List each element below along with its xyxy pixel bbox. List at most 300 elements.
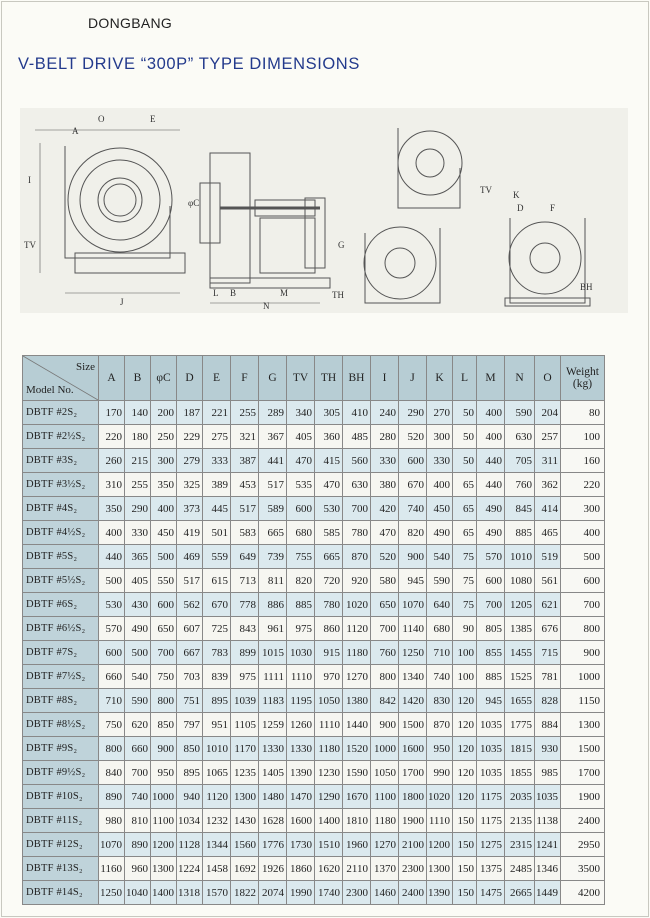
dimension-cell: 1010 bbox=[505, 545, 535, 569]
dimension-cell: 1855 bbox=[505, 761, 535, 785]
dimension-cell: 2110 bbox=[343, 857, 371, 881]
dimension-cell: 860 bbox=[315, 617, 343, 641]
dimension-cell: 321 bbox=[231, 425, 259, 449]
dimension-cell: 215 bbox=[125, 449, 151, 473]
label-o: O bbox=[98, 114, 105, 124]
table-row bbox=[23, 497, 605, 521]
dimension-cell: 700 bbox=[477, 593, 505, 617]
dimension-cell: 900 bbox=[399, 545, 427, 569]
dimension-cell: 1400 bbox=[151, 881, 177, 905]
dimension-cell: 740 bbox=[427, 665, 453, 689]
model-cell: DBTF #13S₂ bbox=[23, 857, 99, 881]
table-row bbox=[23, 857, 605, 881]
dimension-cell: 2035 bbox=[505, 785, 535, 809]
dimension-cell: 330 bbox=[427, 449, 453, 473]
dimension-cell: 1241 bbox=[535, 833, 561, 857]
dimension-cell: 220 bbox=[99, 425, 125, 449]
dimension-cell: 670 bbox=[203, 593, 231, 617]
dimension-cell: 500 bbox=[151, 545, 177, 569]
model-cell: DBTF #7½S₂ bbox=[23, 665, 99, 689]
table-body bbox=[23, 401, 605, 905]
weight-cell: 600 bbox=[561, 569, 605, 593]
dimension-cell: 65 bbox=[453, 497, 477, 521]
dimension-cell: 750 bbox=[151, 665, 177, 689]
dimension-cell: 519 bbox=[535, 545, 561, 569]
dimension-cell: 229 bbox=[177, 425, 203, 449]
table-row bbox=[23, 809, 605, 833]
dimension-cell: 415 bbox=[315, 449, 343, 473]
dimension-cell: 1500 bbox=[399, 713, 427, 737]
dimension-cell: 665 bbox=[259, 521, 287, 545]
dimension-cell: 945 bbox=[477, 689, 505, 713]
dimension-cell: 453 bbox=[231, 473, 259, 497]
dimension-cell: 2135 bbox=[505, 809, 535, 833]
table-row bbox=[23, 785, 605, 809]
dimension-cell: 640 bbox=[427, 593, 453, 617]
dimension-cell: 275 bbox=[203, 425, 231, 449]
dimension-cell: 1200 bbox=[427, 833, 453, 857]
table-row bbox=[23, 713, 605, 737]
dimension-cell: 570 bbox=[477, 545, 505, 569]
weight-header bbox=[561, 356, 605, 401]
model-cell: DBTF #11S₂ bbox=[23, 809, 99, 833]
col-header: A bbox=[99, 356, 125, 401]
dimension-cell: 1270 bbox=[371, 833, 399, 857]
dimension-cell: 2100 bbox=[399, 833, 427, 857]
dimension-cell: 469 bbox=[177, 545, 203, 569]
dimension-cell: 680 bbox=[427, 617, 453, 641]
dimension-cell: 1405 bbox=[259, 761, 287, 785]
weight-cell: 2950 bbox=[561, 833, 605, 857]
dimension-cell: 440 bbox=[477, 449, 505, 473]
dimension-cell: 650 bbox=[151, 617, 177, 641]
dimension-cell: 365 bbox=[125, 545, 151, 569]
table-row bbox=[23, 641, 605, 665]
table-row bbox=[23, 833, 605, 857]
dimension-cell: 405 bbox=[125, 569, 151, 593]
dimension-cell: 884 bbox=[535, 713, 561, 737]
dimension-cell: 1620 bbox=[315, 857, 343, 881]
dimension-cell: 975 bbox=[287, 617, 315, 641]
dimension-cell: 560 bbox=[343, 449, 371, 473]
label-phi-c: φC bbox=[188, 198, 200, 208]
dimension-cell: 1628 bbox=[259, 809, 287, 833]
dimension-cell: 700 bbox=[371, 617, 399, 641]
dimension-cell: 710 bbox=[427, 641, 453, 665]
dimension-cell: 400 bbox=[427, 473, 453, 497]
dimension-cell: 870 bbox=[427, 713, 453, 737]
dimension-cell: 2300 bbox=[399, 857, 427, 881]
dimension-cell: 1960 bbox=[343, 833, 371, 857]
label-g: G bbox=[338, 240, 345, 250]
dimension-cell: 739 bbox=[259, 545, 287, 569]
dimension-cell: 120 bbox=[453, 785, 477, 809]
dimension-cell: 899 bbox=[231, 641, 259, 665]
dimension-cell: 1330 bbox=[287, 737, 315, 761]
weight-cell: 1000 bbox=[561, 665, 605, 689]
dimension-cell: 289 bbox=[259, 401, 287, 425]
dimension-cell: 430 bbox=[125, 593, 151, 617]
dimension-cell: 1175 bbox=[477, 809, 505, 833]
dimension-cell: 501 bbox=[203, 521, 231, 545]
dimension-cell: 1510 bbox=[315, 833, 343, 857]
dimension-cell: 1600 bbox=[399, 737, 427, 761]
dimension-cell: 660 bbox=[125, 737, 151, 761]
dimension-cell: 540 bbox=[427, 545, 453, 569]
label-tv-2: TV bbox=[480, 185, 492, 195]
dimension-cell: 810 bbox=[125, 809, 151, 833]
weight-cell: 700 bbox=[561, 593, 605, 617]
dimension-cell: 590 bbox=[125, 689, 151, 713]
table-row bbox=[23, 545, 605, 569]
dimension-cell: 221 bbox=[203, 401, 231, 425]
model-cell: DBTF #3S₂ bbox=[23, 449, 99, 473]
dimension-cell: 1420 bbox=[399, 689, 427, 713]
dimension-cell: 1035 bbox=[477, 761, 505, 785]
dimension-cell: 895 bbox=[177, 761, 203, 785]
dimension-cell: 380 bbox=[371, 473, 399, 497]
dimension-cell: 170 bbox=[99, 401, 125, 425]
dimension-cell: 1455 bbox=[505, 641, 535, 665]
dimension-cell: 805 bbox=[477, 617, 505, 641]
dimension-cell: 1010 bbox=[203, 737, 231, 761]
weight-cell: 800 bbox=[561, 617, 605, 641]
dimension-cell: 387 bbox=[231, 449, 259, 473]
label-k: K bbox=[513, 190, 520, 200]
dimension-cell: 1692 bbox=[231, 857, 259, 881]
dimension-cell: 855 bbox=[477, 641, 505, 665]
model-cell: DBTF #3½S₂ bbox=[23, 473, 99, 497]
dimension-cell: 700 bbox=[343, 497, 371, 521]
dimension-cell: 1344 bbox=[203, 833, 231, 857]
col-header: G bbox=[259, 356, 287, 401]
dimension-cell: 90 bbox=[453, 617, 477, 641]
col-header: BH bbox=[343, 356, 371, 401]
dimension-cell: 985 bbox=[535, 761, 561, 785]
model-cell: DBTF #6S₂ bbox=[23, 593, 99, 617]
label-e: E bbox=[150, 114, 156, 124]
dimension-cell: 1520 bbox=[343, 737, 371, 761]
dimension-cell: 1775 bbox=[505, 713, 535, 737]
dimension-cell: 562 bbox=[177, 593, 203, 617]
dimension-cell: 1040 bbox=[125, 881, 151, 905]
dimension-cell: 600 bbox=[99, 641, 125, 665]
dimension-cell: 279 bbox=[177, 449, 203, 473]
dimension-cell: 1100 bbox=[151, 809, 177, 833]
dimension-cell: 990 bbox=[427, 761, 453, 785]
table-row bbox=[23, 449, 605, 473]
dimension-cell: 1035 bbox=[477, 713, 505, 737]
dimension-cell: 120 bbox=[453, 689, 477, 713]
dimension-cell: 970 bbox=[315, 665, 343, 689]
model-cell: DBTF #5½S₂ bbox=[23, 569, 99, 593]
dimension-cell: 1776 bbox=[259, 833, 287, 857]
dimension-cell: 445 bbox=[203, 497, 231, 521]
dimension-cell: 1275 bbox=[477, 833, 505, 857]
dimension-cell: 350 bbox=[151, 473, 177, 497]
dimension-cell: 580 bbox=[371, 569, 399, 593]
dimension-cell: 414 bbox=[535, 497, 561, 521]
dimension-cell: 75 bbox=[453, 593, 477, 617]
dimension-cell: 1822 bbox=[231, 881, 259, 905]
dimension-cell: 843 bbox=[231, 617, 259, 641]
dimension-cell: 715 bbox=[535, 641, 561, 665]
dimension-cell: 550 bbox=[151, 569, 177, 593]
dimension-cell: 1926 bbox=[259, 857, 287, 881]
dimension-cell: 100 bbox=[453, 641, 477, 665]
dimension-cell: 500 bbox=[99, 569, 125, 593]
dimension-cell: 961 bbox=[259, 617, 287, 641]
dimension-cell: 649 bbox=[231, 545, 259, 569]
model-cell: DBTF #8S₂ bbox=[23, 689, 99, 713]
dimension-cell: 1318 bbox=[177, 881, 203, 905]
dimension-cell: 140 bbox=[125, 401, 151, 425]
dimension-cell: 1260 bbox=[287, 713, 315, 737]
dimension-cell: 676 bbox=[535, 617, 561, 641]
dimension-cell: 1035 bbox=[535, 785, 561, 809]
dimension-cell: 600 bbox=[399, 449, 427, 473]
dimension-cell: 1235 bbox=[231, 761, 259, 785]
dimension-cell: 980 bbox=[99, 809, 125, 833]
dimension-cell: 1250 bbox=[99, 881, 125, 905]
dimension-cell: 751 bbox=[177, 689, 203, 713]
dimension-cell: 607 bbox=[177, 617, 203, 641]
model-cell: DBTF #4S₂ bbox=[23, 497, 99, 521]
dimension-cell: 257 bbox=[535, 425, 561, 449]
weight-cell: 1300 bbox=[561, 713, 605, 737]
dimension-cell: 1600 bbox=[287, 809, 315, 833]
table-row bbox=[23, 617, 605, 641]
dimension-cell: 400 bbox=[477, 425, 505, 449]
dimension-cell: 1810 bbox=[343, 809, 371, 833]
dimension-cell: 590 bbox=[427, 569, 453, 593]
dimension-cell: 1700 bbox=[399, 761, 427, 785]
table-header-row bbox=[23, 356, 605, 401]
dimension-cell: 2315 bbox=[505, 833, 535, 857]
dimension-cell: 240 bbox=[371, 401, 399, 425]
dimension-cell: 440 bbox=[99, 545, 125, 569]
dimension-cell: 419 bbox=[177, 521, 203, 545]
dimension-cell: 1020 bbox=[343, 593, 371, 617]
dimension-cell: 1480 bbox=[259, 785, 287, 809]
label-bh: BH bbox=[580, 282, 593, 292]
dimension-cell: 1030 bbox=[287, 641, 315, 665]
dimension-cell: 850 bbox=[177, 737, 203, 761]
dimension-cell: 373 bbox=[177, 497, 203, 521]
dimension-cell: 1458 bbox=[203, 857, 231, 881]
dimension-cell: 561 bbox=[535, 569, 561, 593]
dimension-cell: 200 bbox=[151, 401, 177, 425]
dimension-cell: 890 bbox=[125, 833, 151, 857]
model-cell: DBTF #8½S₂ bbox=[23, 713, 99, 737]
dimension-cell: 1015 bbox=[259, 641, 287, 665]
dimension-cell: 1860 bbox=[287, 857, 315, 881]
dimension-cell: 535 bbox=[287, 473, 315, 497]
dimension-cell: 1050 bbox=[371, 761, 399, 785]
dimension-cell: 530 bbox=[315, 497, 343, 521]
dimension-cell: 1300 bbox=[427, 857, 453, 881]
col-header: I bbox=[371, 356, 399, 401]
dimension-cell: 1385 bbox=[505, 617, 535, 641]
dimension-cell: 713 bbox=[231, 569, 259, 593]
weight-cell: 80 bbox=[561, 401, 605, 425]
dimension-cell: 750 bbox=[99, 713, 125, 737]
dimension-cell: 842 bbox=[371, 689, 399, 713]
col-header: O bbox=[535, 356, 561, 401]
dimension-cell: 667 bbox=[177, 641, 203, 665]
dimension-cell: 1034 bbox=[177, 809, 203, 833]
page-title: V-BELT DRIVE “300P” TYPE DIMENSIONS bbox=[18, 55, 360, 73]
label-i: I bbox=[28, 175, 31, 185]
dimension-cell: 1080 bbox=[505, 569, 535, 593]
dimension-cell: 1232 bbox=[203, 809, 231, 833]
dimension-cell: 885 bbox=[505, 521, 535, 545]
dimension-cell: 700 bbox=[125, 761, 151, 785]
dimension-cell: 1180 bbox=[343, 641, 371, 665]
dimension-cell: 1815 bbox=[505, 737, 535, 761]
dimension-cell: 559 bbox=[203, 545, 231, 569]
dimension-cell: 440 bbox=[477, 473, 505, 497]
dimension-cell: 700 bbox=[151, 641, 177, 665]
dimension-cell: 120 bbox=[453, 761, 477, 785]
dimension-cell: 1039 bbox=[231, 689, 259, 713]
dimension-cell: 405 bbox=[287, 425, 315, 449]
weight-cell: 300 bbox=[561, 497, 605, 521]
dimension-cell: 311 bbox=[535, 449, 561, 473]
model-cell: DBTF #9½S₂ bbox=[23, 761, 99, 785]
dimension-cell: 665 bbox=[315, 545, 343, 569]
dimension-cell: 300 bbox=[151, 449, 177, 473]
dimension-cell: 2400 bbox=[399, 881, 427, 905]
dimension-cell: 389 bbox=[203, 473, 231, 497]
dimension-cell: 1180 bbox=[371, 809, 399, 833]
dimension-cell: 600 bbox=[287, 497, 315, 521]
dimension-cell: 1460 bbox=[371, 881, 399, 905]
dimension-cell: 1070 bbox=[399, 593, 427, 617]
dimension-cell: 705 bbox=[505, 449, 535, 473]
dimension-cell: 1110 bbox=[315, 713, 343, 737]
dimension-cell: 870 bbox=[343, 545, 371, 569]
dimension-cell: 2665 bbox=[505, 881, 535, 905]
dimension-cell: 583 bbox=[231, 521, 259, 545]
dimension-cell: 1375 bbox=[477, 857, 505, 881]
dimension-cell: 1195 bbox=[287, 689, 315, 713]
dimension-cell: 740 bbox=[125, 785, 151, 809]
dimension-cell: 310 bbox=[99, 473, 125, 497]
dimension-cell: 811 bbox=[259, 569, 287, 593]
dimension-cell: 520 bbox=[399, 425, 427, 449]
dimension-cell: 1000 bbox=[151, 785, 177, 809]
dimension-cell: 900 bbox=[371, 713, 399, 737]
dimension-cell: 305 bbox=[315, 401, 343, 425]
label-f: F bbox=[550, 203, 556, 213]
model-cell: DBTF #9S₂ bbox=[23, 737, 99, 761]
dimension-cell: 50 bbox=[453, 425, 477, 449]
model-cell: DBTF #5S₂ bbox=[23, 545, 99, 569]
dimension-cell: 1180 bbox=[315, 737, 343, 761]
dimension-cell: 517 bbox=[259, 473, 287, 497]
dimension-cell: 1205 bbox=[505, 593, 535, 617]
model-cell: DBTF #2½S₂ bbox=[23, 425, 99, 449]
dimension-cell: 465 bbox=[535, 521, 561, 545]
dimension-cell: 1670 bbox=[343, 785, 371, 809]
model-cell: DBTF #2S₂ bbox=[23, 401, 99, 425]
label-tv: TV bbox=[24, 240, 36, 250]
dimension-cell: 1120 bbox=[343, 617, 371, 641]
dimension-cell: 120 bbox=[453, 713, 477, 737]
table-row bbox=[23, 425, 605, 449]
dimension-cell: 828 bbox=[535, 689, 561, 713]
dimension-cell: 150 bbox=[453, 857, 477, 881]
dimension-cell: 885 bbox=[287, 593, 315, 617]
dimension-cell: 325 bbox=[177, 473, 203, 497]
dimension-cell: 797 bbox=[177, 713, 203, 737]
table-row bbox=[23, 881, 605, 905]
weight-cell: 100 bbox=[561, 425, 605, 449]
dimension-cell: 783 bbox=[203, 641, 231, 665]
dimension-cell: 290 bbox=[399, 401, 427, 425]
col-header: F bbox=[231, 356, 259, 401]
dimension-cell: 1560 bbox=[231, 833, 259, 857]
dimension-cell: 520 bbox=[371, 545, 399, 569]
dimension-cell: 2485 bbox=[505, 857, 535, 881]
dimension-cell: 830 bbox=[427, 689, 453, 713]
dimension-cell: 470 bbox=[287, 449, 315, 473]
dimension-cell: 75 bbox=[453, 569, 477, 593]
col-header: TV bbox=[287, 356, 315, 401]
dimension-cell: 1160 bbox=[99, 857, 125, 881]
dimension-cell: 1470 bbox=[287, 785, 315, 809]
dimension-cell: 585 bbox=[315, 521, 343, 545]
dimension-cell: 120 bbox=[453, 737, 477, 761]
dimension-cell: 1730 bbox=[287, 833, 315, 857]
dimension-cell: 1200 bbox=[151, 833, 177, 857]
weight-cell: 1900 bbox=[561, 785, 605, 809]
dimension-cell: 800 bbox=[151, 689, 177, 713]
dimension-cell: 255 bbox=[231, 401, 259, 425]
table-row bbox=[23, 401, 605, 425]
dimension-cell: 75 bbox=[453, 545, 477, 569]
corner-cell bbox=[23, 356, 99, 401]
dimension-cell: 1655 bbox=[505, 689, 535, 713]
dimension-cell: 441 bbox=[259, 449, 287, 473]
dimension-cell: 1800 bbox=[399, 785, 427, 809]
weight-cell: 2400 bbox=[561, 809, 605, 833]
dimension-cell: 1990 bbox=[287, 881, 315, 905]
dimension-cell: 778 bbox=[231, 593, 259, 617]
dimension-cell: 1525 bbox=[505, 665, 535, 689]
dimension-cell: 1300 bbox=[231, 785, 259, 809]
dimension-cell: 940 bbox=[177, 785, 203, 809]
dimension-cell: 590 bbox=[505, 401, 535, 425]
dimension-cell: 820 bbox=[399, 521, 427, 545]
dimension-cell: 1440 bbox=[343, 713, 371, 737]
weight-cell: 220 bbox=[561, 473, 605, 497]
col-header: E bbox=[203, 356, 231, 401]
dimension-cell: 850 bbox=[151, 713, 177, 737]
dimension-cell: 420 bbox=[371, 497, 399, 521]
label-th: TH bbox=[332, 290, 344, 300]
dimension-cell: 1224 bbox=[177, 857, 203, 881]
dimension-cell: 490 bbox=[477, 497, 505, 521]
table-row bbox=[23, 761, 605, 785]
table-row bbox=[23, 737, 605, 761]
dimensions-table bbox=[22, 355, 605, 905]
dimension-cell: 845 bbox=[505, 497, 535, 521]
dimension-cell: 1020 bbox=[427, 785, 453, 809]
dimension-cell: 840 bbox=[99, 761, 125, 785]
dimension-cell: 333 bbox=[203, 449, 231, 473]
